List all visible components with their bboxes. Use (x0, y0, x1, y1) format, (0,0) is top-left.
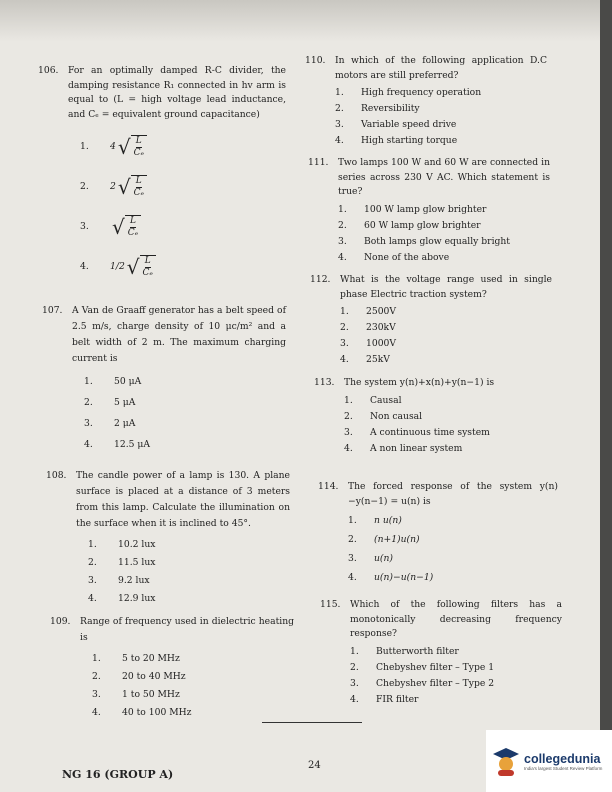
option: 4. 40 to 100 MHz (92, 707, 192, 718)
option: 2. 20 to 40 MHz (92, 671, 186, 682)
option: 3. 1000V (340, 338, 397, 349)
option: 3. 2 μA (84, 418, 136, 429)
option: 4. A non linear system (344, 442, 463, 454)
option: 1. 50 μA (84, 376, 142, 387)
option: 2. 60 W lamp glow brighter (338, 219, 481, 231)
option: 4. u(n)−u(n−1) (348, 572, 434, 583)
option: 3. Variable speed drive (335, 119, 457, 130)
option: 1. 4 √ $\frac{L}{\text{Cₑ}}$ (80, 132, 286, 162)
question-106: 106. For an optimally damped R-C divider, the damping resistance R₁ connected in hv arm is equal to (L = high voltage lead inductance, and Cₑ = equivalent ground capacitance) 1. 4 √ $\frac{L}{\text{Cₑ}}$ 2. 2 √ $\frac{L}{\text{Cₑ}}$ 3. √ $\frac{L}{\text{Cₑ}}$ 4. 1/2 √ $\frac{L}{\text{Cₑ}}$ (38, 64, 286, 282)
logo-tagline: India's largest Student Review Platform (524, 765, 603, 771)
sqrt-icon: √ (112, 215, 125, 239)
page-number: 24 (308, 760, 321, 771)
option: 1. n u(n) (348, 515, 402, 526)
option: 3. Both lamps glow equally bright (338, 235, 510, 247)
option: 2. (n+1)u(n) (348, 534, 420, 545)
option: 4. 12.5 μA (84, 439, 150, 450)
question-113: 113. The system y(n)+x(n)+y(n−1) is 1. Causal 2. Non causal 3. A continuous time system 4. A non linear system (314, 376, 554, 457)
option: 3. 1 to 50 MHz (92, 689, 180, 700)
option: 4. 1/2 √ $\frac{L}{\text{Cₑ}}$ (80, 252, 286, 282)
question-109: 109. Range of frequency used in dielectric heating is 1. 5 to 20 MHz 2. 20 to 40 MHz 3. 1 to 50 MHz 4. 40 to 100 MHz (50, 614, 294, 722)
option: 1. 10.2 lux (88, 539, 156, 550)
question-112: 112. What is the voltage range used in single phase Electric traction system? 1. 2500V 2. 230kV 3. 1000V 4. 25kV (310, 273, 552, 368)
option: 4. 25kV (340, 354, 390, 365)
option: 4. None of the above (338, 251, 450, 263)
option: 1. 100 W lamp glow brighter (338, 203, 487, 215)
option: 2. 230kV (340, 322, 396, 333)
option: 3. u(n) (348, 553, 394, 564)
question-107: 107. A Van de Graaff generator has a belt speed of 2.5 m/s, charge density of 10 μc/m² and a belt width of 2 m. The maximum charging current is 1. 50 μA 2. 5 μA 3. 2 μA 4. 12.5 μA (42, 303, 286, 455)
option: 4. High starting torque (335, 135, 458, 146)
question-115: 115. Which of the following filters has a monotonically decreasing frequency response? 1. Butterworth filter 2. Chebyshev filter – Type 1 3. Chebyshev filter – Type 2 4. FIR filter (320, 598, 562, 708)
sqrt-icon: √ (126, 255, 140, 279)
graduate-icon (492, 746, 520, 776)
option: 2. Non causal (344, 410, 423, 422)
option: 3. 9.2 lux (88, 575, 150, 586)
option: 3. √ $\frac{L}{\text{Cₑ}}$ (80, 212, 286, 242)
question-114: 114. The forced response of the system y(n)−y(n−1) = u(n) is 1. n u(n) 2. (n+1)u(n) 3. u(n) 4. u(n)−u(n−1) (318, 480, 558, 587)
option: 3. A continuous time system (344, 426, 490, 438)
collegedunia-logo[interactable] (486, 730, 612, 792)
option: 2. 2 √ $\frac{L}{\text{Cₑ}}$ (80, 172, 286, 202)
question-110: 110. In which of the following application D.C motors are still preferred? 1. High frequency operation 2. Reversibility 3. Variable speed drive 4. High starting torque (305, 54, 547, 149)
question-111: 111. Two lamps 100 W and 60 W are connected in series across 230 V AC. Which statement is true? 1. 100 W lamp glow brighter 2. 60 W lamp glow brighter 3. Both lamps glow equally bright 4. None of the above (308, 156, 550, 266)
option: 4. 12.9 lux (88, 593, 156, 604)
option: 1. 5 to 20 MHz (92, 653, 180, 664)
option: 1. Causal (344, 394, 402, 406)
question-108: 108. The candle power of a lamp is 130. A plane surface is placed at a distance of 3 meters from this lamp. Calculate the illumination on the surface when it is inclined to 45°. 1. 10.2 lux 2. 11.5 lux 3. 9.2 lux 4. 12.9 lux (46, 468, 290, 608)
paper-code: NG 16 (GROUP A) (62, 768, 174, 781)
option: 2. 11.5 lux (88, 557, 156, 568)
option: 1. 2500V (340, 306, 397, 317)
option: 2. Chebyshev filter – Type 1 (350, 661, 495, 673)
option: 3. Chebyshev filter – Type 2 (350, 677, 495, 689)
sqrt-icon: √ (117, 175, 131, 199)
option: 2. 5 μA (84, 397, 136, 408)
divider (262, 722, 362, 723)
option: 1. Butterworth filter (350, 645, 459, 657)
option: 1. High frequency operation (335, 87, 482, 98)
option: 2. Reversibility (335, 103, 420, 114)
sqrt-icon: √ (117, 135, 131, 159)
option: 4. FIR filter (350, 693, 419, 705)
logo-name: collegedunia (524, 751, 601, 766)
